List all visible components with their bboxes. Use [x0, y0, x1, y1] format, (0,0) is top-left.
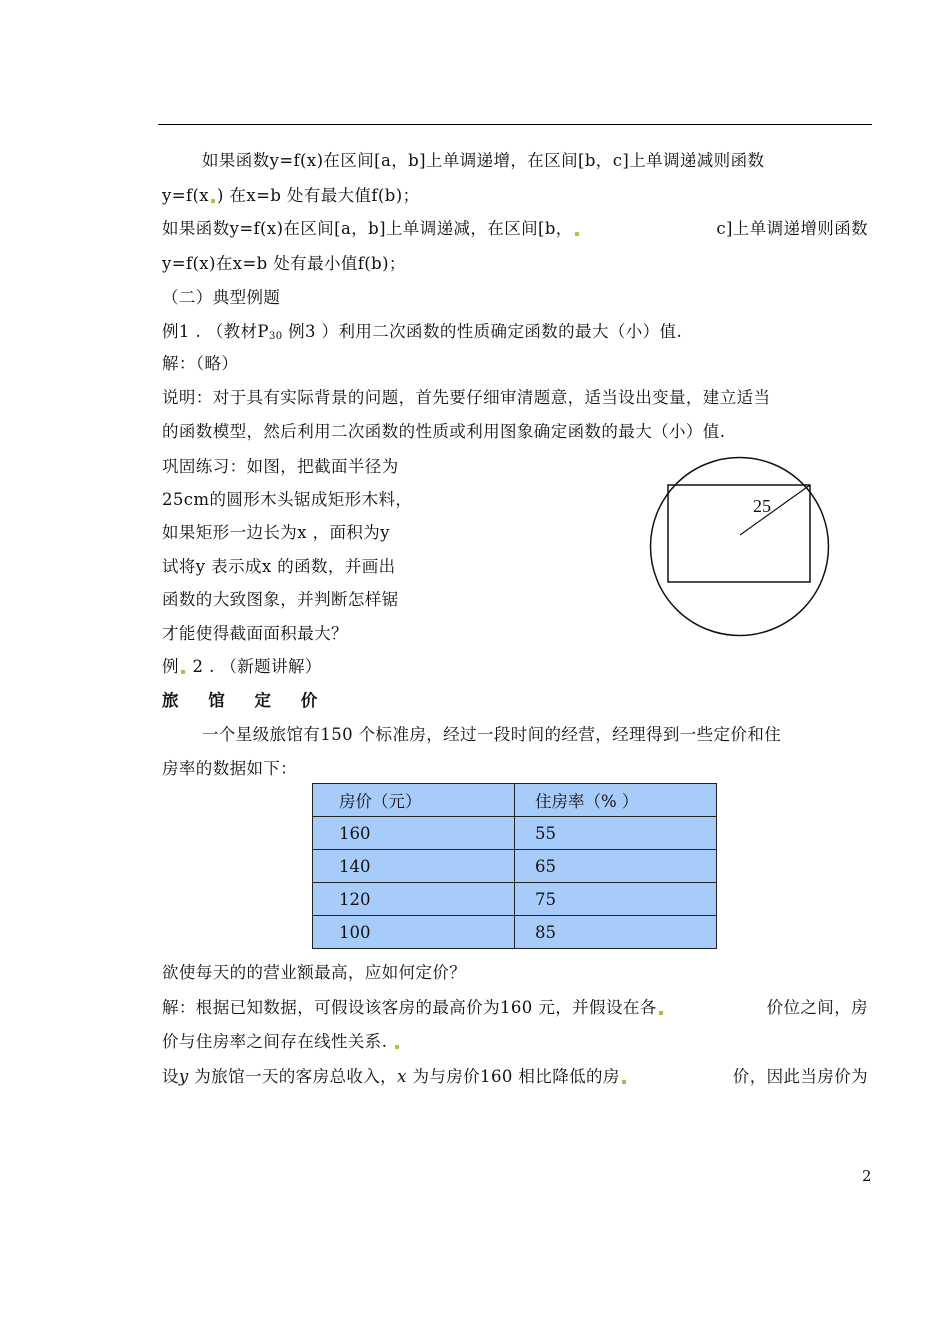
example-line [162, 656, 322, 678]
page-number: 2 [862, 1167, 872, 1185]
text: （二）典型例题 [162, 288, 281, 307]
table-cell: 65 [515, 850, 717, 883]
marker-dot [395, 1045, 399, 1049]
table-cell: 85 [515, 916, 717, 949]
text: 解：（略） [162, 354, 239, 373]
circle-rectangle-figure [648, 455, 832, 643]
text: y=f(x)在x=b 处有最小值f(b)； [162, 254, 406, 273]
text: 函数的大致图象，并判断怎样锯 [162, 590, 399, 609]
text: 解：根据已知数据，可假设该客房的最高价为160 元，并假设在各 [162, 998, 657, 1017]
text: 设 [162, 1067, 179, 1086]
practice-line [162, 623, 348, 645]
paragraph-line [162, 185, 419, 207]
text: 试将y 表示成x 的函数，并画出 [162, 557, 396, 576]
solution-line [162, 353, 238, 375]
solution-line [162, 997, 868, 1019]
practice-line [162, 556, 396, 578]
note-line [162, 421, 725, 443]
table-header-row [313, 784, 717, 817]
text: 例3 ）利用二次函数的性质确定函数的最大（小）值. [282, 322, 683, 341]
text: 才能使得截面面积最大？ [162, 624, 348, 643]
table-row [313, 817, 717, 850]
paragraph-line [202, 150, 868, 172]
table-cell: 55 [515, 817, 717, 850]
text: c]上单调递增则函数 [716, 219, 868, 238]
text: y=f(x [162, 186, 209, 205]
subscript: 30 [268, 331, 283, 342]
text: 价位之间，房 [766, 998, 868, 1017]
text: ) 在x=b 处有最大值f(b)； [217, 186, 420, 205]
paragraph-line [162, 253, 406, 275]
text: 为与房价160 相比降低的房 [406, 1067, 620, 1086]
text: 如果矩形一边长为x ，面积为y [162, 523, 390, 542]
text: 为旅馆一天的客房总收入， [188, 1067, 398, 1086]
intro-line [202, 724, 868, 746]
table-row [313, 850, 717, 883]
marker-dot [622, 1080, 626, 1084]
paragraph-line [162, 218, 868, 240]
table-cell: 75 [515, 883, 717, 916]
text: 例 [162, 657, 179, 676]
marker-dot [659, 1011, 663, 1015]
solution-line [162, 1031, 401, 1053]
text: 房率的数据如下： [162, 759, 298, 778]
table-row [313, 916, 717, 949]
table-cell: 160 [313, 817, 515, 850]
note-line [162, 387, 868, 409]
radius-line [740, 485, 810, 535]
circle-shape [651, 458, 829, 636]
text: 价，因此当房价为 [732, 1067, 868, 1086]
practice-line [162, 522, 390, 544]
solution-line [162, 1066, 868, 1088]
table-header-cell: 住房率（% ） [515, 784, 717, 817]
text: 例1 . （教材P [162, 322, 269, 341]
practice-line [162, 489, 412, 511]
text: 欲使每天的的营业额最高，应如何定价？ [162, 963, 467, 982]
radius-label: 25 [753, 496, 771, 516]
table-cell: 140 [313, 850, 515, 883]
table-cell: 120 [313, 883, 515, 916]
price-occupancy-table [312, 783, 717, 949]
table-row [313, 883, 717, 916]
question-line [162, 962, 466, 984]
variable-y: y [178, 1067, 189, 1086]
marker-dot [181, 670, 185, 674]
text: 价与住房率之间存在线性关系. [162, 1032, 388, 1051]
practice-line [162, 589, 399, 611]
practice-line [162, 456, 399, 478]
section-title [162, 287, 280, 309]
text: 一个星级旅馆有150 个标准房，经过一段时间的经营，经理得到一些定价和住 [202, 725, 782, 744]
marker-dot [211, 199, 215, 203]
example-line [162, 321, 682, 348]
heading [162, 690, 329, 712]
header-rule [158, 124, 872, 125]
text: 如果函数y=f(x)在区间[a，b]上单调递减，在区间[b， [162, 219, 573, 238]
text: 25cm的圆形木头锯成矩形木料， [162, 490, 413, 509]
table-cell: 100 [313, 916, 515, 949]
marker-dot [575, 232, 579, 236]
table-header-cell: 房价（元） [313, 784, 515, 817]
text: 2 . （新题讲解） [186, 657, 322, 676]
text: 旅 馆 定 价 [162, 691, 330, 710]
text: 说明：对于具有实际背景的问题，首先要仔细审清题意，适当设出变量，建立适当 [162, 388, 771, 407]
text: 的函数模型，然后利用二次函数的性质或利用图象确定函数的最大（小）值. [162, 422, 726, 441]
variable-x: x [397, 1067, 407, 1086]
text: 如果函数y=f(x)在区间[a，b]上单调递增，在区间[b，c]上单调递减则函数 [202, 151, 765, 170]
intro-line [162, 758, 297, 780]
text: 巩固练习：如图，把截面半径为 [162, 457, 399, 476]
